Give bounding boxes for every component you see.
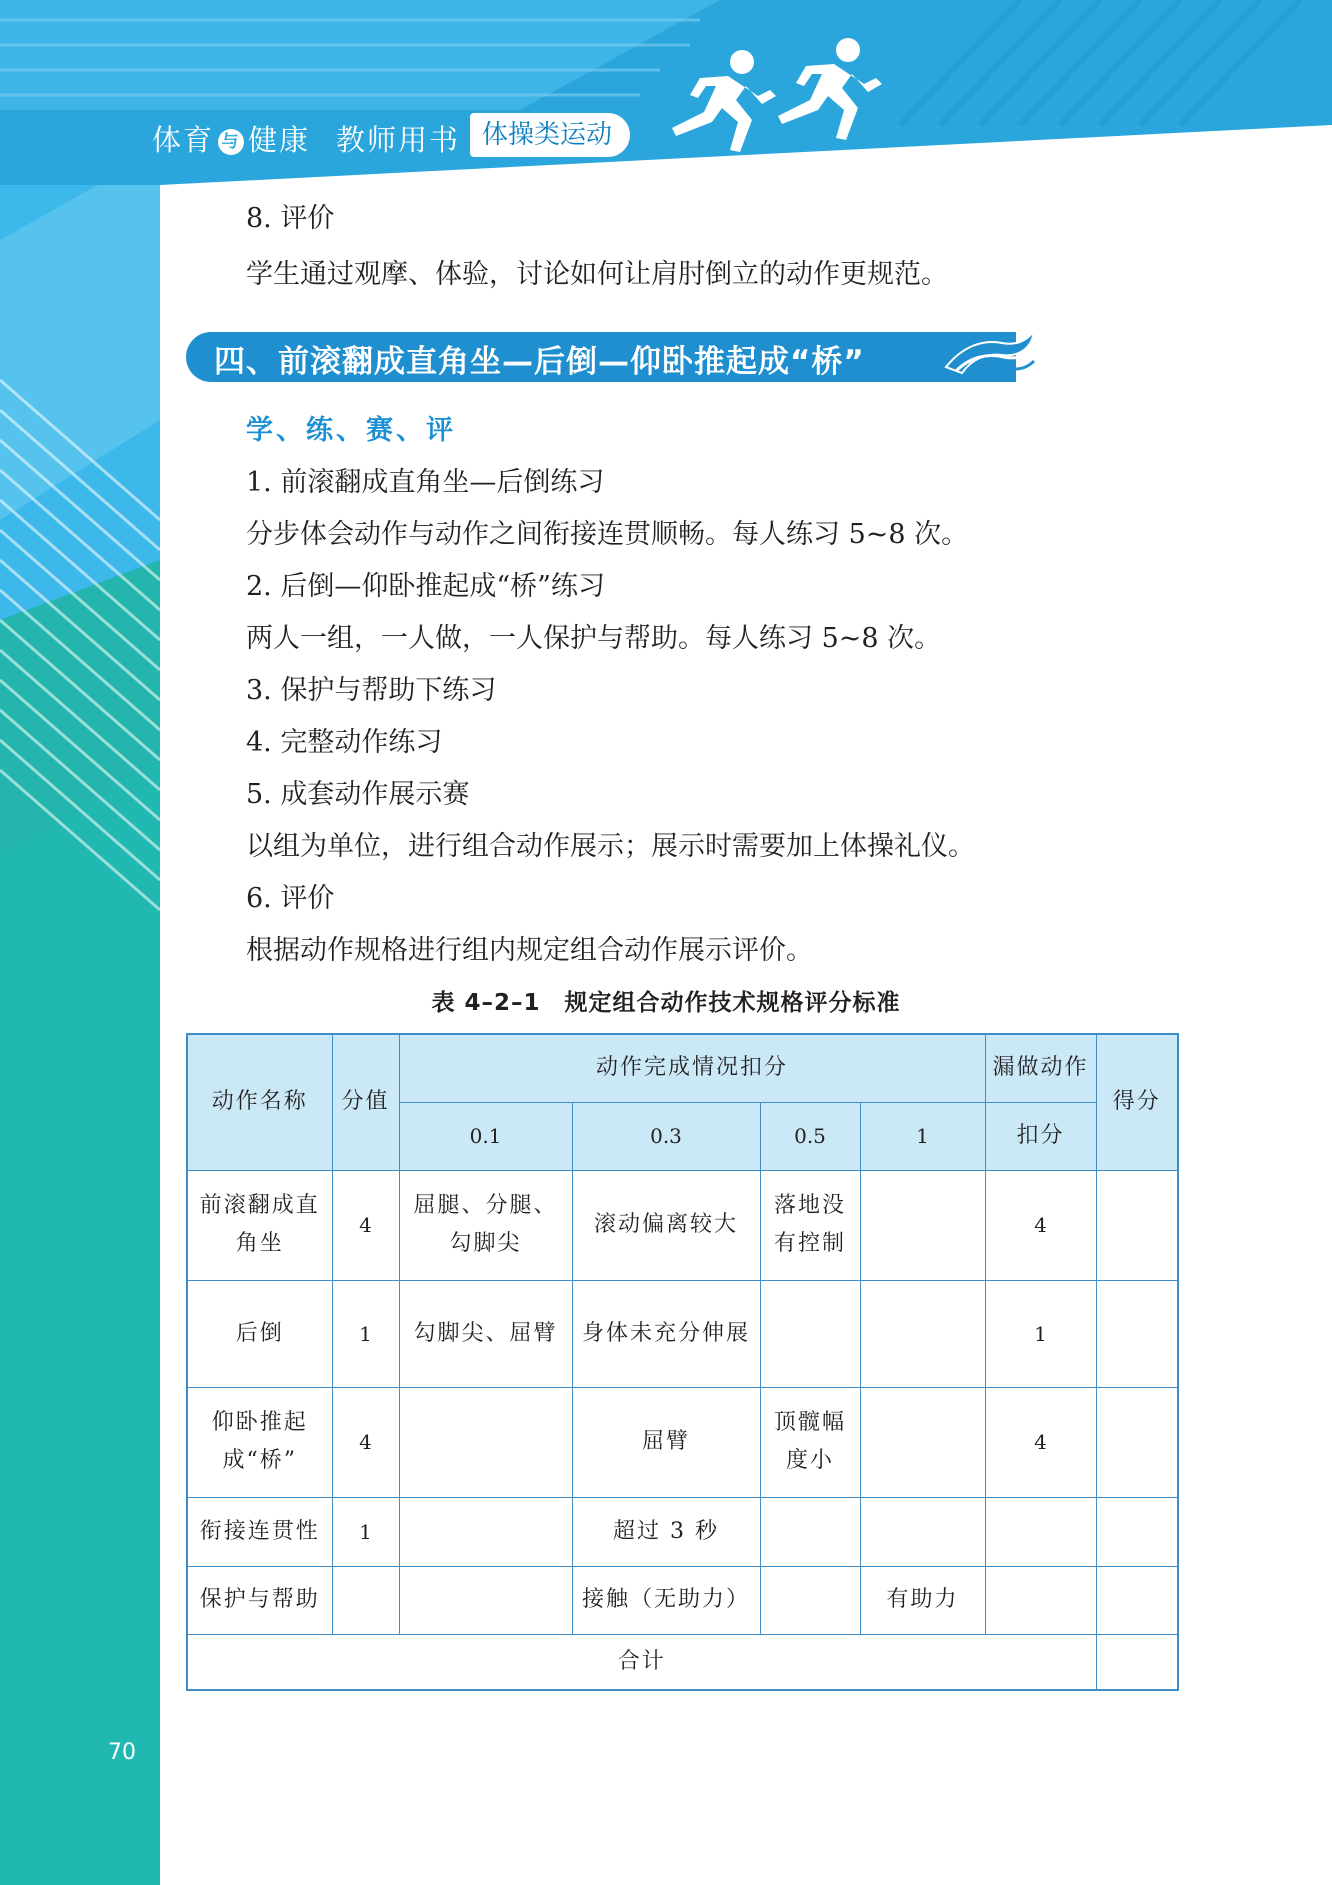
row-missed — [985, 1566, 1096, 1634]
row-score — [1096, 1170, 1178, 1280]
section-title: 四、前滚翻成直角坐—后倒—仰卧推起成“桥” — [214, 344, 865, 380]
table-caption: 表 4–2–1 规定组合动作技术规格评分标准 — [431, 990, 901, 1016]
row-deduct-0-5 — [760, 1497, 860, 1566]
page-number: 70 — [108, 1740, 136, 1765]
chapter-tab: 体操类运动 — [470, 113, 630, 157]
row-points — [332, 1566, 399, 1634]
row-deduct-0-3: 身体未充分伸展 — [572, 1280, 760, 1387]
row-missed: 1 — [985, 1280, 1096, 1387]
row-deduct-0-5 — [760, 1280, 860, 1387]
book-title-left: 体育 — [152, 123, 215, 157]
row-action-name: 保护与帮助 — [187, 1566, 332, 1634]
table-row — [187, 1566, 1178, 1634]
item-8-title: 8. 评价 — [246, 203, 335, 234]
row-deduct-1 — [860, 1497, 985, 1566]
row-deduct-0-5: 顶髋幅度小 — [760, 1387, 860, 1497]
row-missed: 4 — [985, 1170, 1096, 1280]
row-deduct-0-3: 超过 3 秒 — [572, 1497, 760, 1566]
row-deduct-0-1 — [399, 1387, 572, 1497]
row-action-name: 衔接连贯性 — [187, 1497, 332, 1566]
row-deduct-0-3: 滚动偏离较大 — [572, 1170, 760, 1280]
row-deduct-0-5 — [760, 1566, 860, 1634]
row-deduct-1 — [860, 1280, 985, 1387]
item-line: 5. 成套动作展示赛 — [246, 779, 470, 810]
header-deduct-0-1: 0.1 — [399, 1102, 572, 1170]
row-deduct-0-1: 屈腿、分腿、勾脚尖 — [399, 1170, 572, 1280]
table-row — [187, 1280, 1178, 1387]
header-points: 分值 — [332, 1034, 399, 1170]
item-line: 根据动作规格进行组内规定组合动作展示评价。 — [246, 935, 813, 966]
row-deduct-0-1 — [399, 1497, 572, 1566]
total-score — [1096, 1634, 1178, 1690]
row-deduct-0-1 — [399, 1566, 572, 1634]
side-band-decoration — [0, 0, 160, 1885]
row-score — [1096, 1566, 1178, 1634]
row-deduct-0-1: 勾脚尖、屈臂 — [399, 1280, 572, 1387]
row-points: 4 — [332, 1170, 399, 1280]
table-row — [187, 1170, 1178, 1280]
item-line: 以组为单位，进行组合动作展示；展示时需要加上体操礼仪。 — [246, 831, 975, 862]
table-row — [187, 1387, 1178, 1497]
sub-heading: 学、练、赛、评 — [246, 415, 456, 446]
item-8-text: 学生通过观摩、体验，讨论如何让肩肘倒立的动作更规范。 — [246, 259, 948, 290]
row-score — [1096, 1280, 1178, 1387]
item-line: 2. 后倒—仰卧推起成“桥”练习 — [246, 571, 605, 602]
row-score — [1096, 1387, 1178, 1497]
book-title — [152, 118, 310, 159]
item-line: 6. 评价 — [246, 883, 335, 914]
item-line: 两人一组，一人做，一人保护与帮助。每人练习 5~8 次。 — [246, 623, 942, 654]
row-deduct-1 — [860, 1387, 985, 1497]
header-deduct-0-3: 0.3 — [572, 1102, 760, 1170]
table-row — [187, 1497, 1178, 1566]
header-action-name: 动作名称 — [187, 1034, 332, 1170]
header-deduct-0-5: 0.5 — [760, 1102, 860, 1170]
header-score: 得分 — [1096, 1034, 1178, 1170]
row-action-name: 仰卧推起成“桥” — [187, 1387, 332, 1497]
item-line: 1. 前滚翻成直角坐—后倒练习 — [246, 467, 605, 498]
item-line: 分步体会动作与动作之间衔接连贯顺畅。每人练习 5~8 次。 — [246, 519, 969, 550]
row-deduct-0-3: 接触（无助力） — [572, 1566, 760, 1634]
row-deduct-1: 有助力 — [860, 1566, 985, 1634]
book-title-right: 健康 — [248, 123, 311, 157]
row-points: 1 — [332, 1280, 399, 1387]
row-missed: 4 — [985, 1387, 1096, 1497]
total-label: 合计 — [187, 1634, 1096, 1690]
total-row — [187, 1634, 1178, 1690]
row-action-name: 后倒 — [187, 1280, 332, 1387]
row-action-name: 前滚翻成直角坐 — [187, 1170, 332, 1280]
row-points: 1 — [332, 1497, 399, 1566]
book-subtitle: 教师用书 — [336, 123, 461, 157]
header-missed-bottom: 扣分 — [985, 1102, 1096, 1170]
row-deduct-0-5: 落地没有控制 — [760, 1170, 860, 1280]
header-missed-top: 漏做动作 — [985, 1034, 1096, 1102]
row-points: 4 — [332, 1387, 399, 1497]
row-deduct-1 — [860, 1170, 985, 1280]
row-deduct-0-3: 屈臂 — [572, 1387, 760, 1497]
row-missed — [985, 1497, 1096, 1566]
header-deduct-1: 1 — [860, 1102, 985, 1170]
score-table — [186, 1033, 1179, 1691]
item-line: 3. 保护与帮助下练习 — [246, 675, 497, 706]
item-line: 4. 完整动作练习 — [246, 727, 443, 758]
wave-ornament-icon — [942, 327, 1038, 383]
book-title-connector: 与 — [218, 129, 244, 155]
header-deduction-group: 动作完成情况扣分 — [399, 1034, 985, 1102]
row-score — [1096, 1497, 1178, 1566]
